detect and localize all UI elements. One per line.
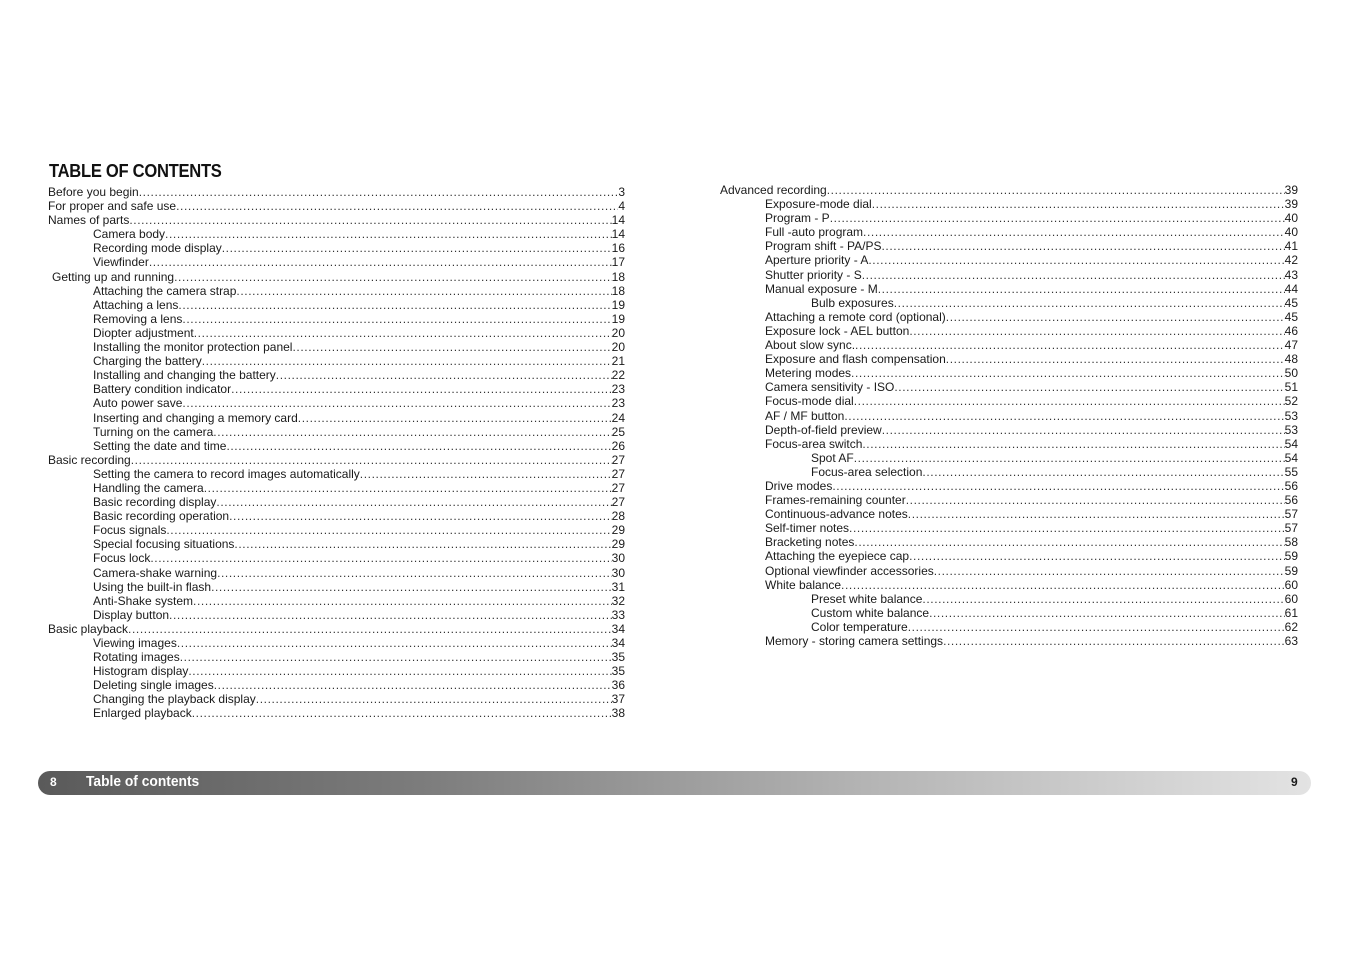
- toc-entry-title: AF / MF button: [765, 408, 845, 423]
- toc-dot-leader: [131, 453, 612, 467]
- toc-entry-title: Shutter priority - S: [765, 267, 862, 282]
- toc-entry-page: 21: [611, 354, 625, 369]
- toc-entry-page: 43: [1284, 267, 1298, 282]
- toc-entry[interactable]: [720, 507, 1298, 521]
- toc-dot-leader: [908, 507, 1285, 521]
- toc-entry-page: 31: [611, 579, 625, 594]
- toc-entry-title: Program shift - PA/PS: [765, 239, 882, 254]
- toc-dot-leader: [946, 310, 1285, 324]
- toc-dot-leader: [360, 467, 612, 481]
- toc-entry-title: Exposure-mode dial: [765, 197, 872, 212]
- toc-dot-leader: [226, 439, 611, 453]
- toc-entry-page: 62: [1284, 619, 1298, 634]
- toc-entry-title: For proper and safe use: [48, 199, 177, 214]
- toc-entry[interactable]: [48, 509, 625, 523]
- toc-entry-page: 44: [1284, 281, 1298, 296]
- toc-entry-title: Deleting single images: [93, 678, 214, 693]
- toc-dot-leader: [193, 594, 612, 608]
- toc-entry[interactable]: [720, 535, 1298, 549]
- toc-entry-page: 27: [611, 480, 625, 495]
- toc-entry-title: Inserting and changing a memory card: [93, 410, 298, 425]
- toc-entry-page: 57: [1284, 521, 1298, 536]
- toc-entry-title: Drive modes: [765, 478, 833, 493]
- toc-entry-page: 32: [611, 593, 625, 608]
- toc-dot-leader: [150, 551, 611, 565]
- toc-entry[interactable]: [48, 495, 625, 509]
- toc-dot-leader: [165, 227, 612, 241]
- toc-entry[interactable]: [720, 352, 1298, 366]
- toc-entry-title: About slow sync.: [765, 338, 856, 353]
- toc-entry[interactable]: [720, 606, 1298, 620]
- toc-entry[interactable]: [48, 439, 625, 453]
- toc-entry-title: Using the built-in flash: [93, 579, 212, 594]
- toc-dot-leader: [922, 592, 1284, 606]
- toc-entry-page: 4: [618, 199, 625, 214]
- toc-entry-page: 29: [611, 537, 625, 552]
- toc-entry-page: 25: [611, 424, 625, 439]
- toc-entry[interactable]: [48, 326, 625, 340]
- toc-entry-title: Handling the camera: [93, 480, 204, 495]
- toc-dot-leader: [229, 509, 612, 523]
- toc-entry[interactable]: [720, 521, 1298, 535]
- toc-entry-title: Recording mode display: [93, 241, 222, 256]
- toc-entry-title: Setting the date and time: [93, 438, 227, 453]
- toc-entry-title: Program - P: [765, 211, 830, 226]
- toc-entry-page: 26: [611, 438, 625, 453]
- toc-entry-title: Special focusing situations: [93, 537, 235, 552]
- toc-dot-leader: [943, 634, 1285, 648]
- toc-entry-page: 30: [611, 565, 625, 580]
- toc-entry[interactable]: [720, 366, 1298, 380]
- toc-entry-page: 39: [1284, 183, 1298, 197]
- toc-entry-page: 34: [611, 621, 625, 636]
- toc-entry-page: 30: [611, 551, 625, 566]
- toc-entry-title: Advanced recording: [720, 183, 827, 197]
- toc-entry[interactable]: [48, 692, 625, 706]
- toc-entry[interactable]: [720, 253, 1298, 267]
- toc-dot-leader: [868, 253, 1284, 267]
- toc-entry-page: 34: [611, 636, 625, 650]
- toc-dot-leader: [169, 608, 612, 622]
- toc-left-column: [48, 185, 625, 721]
- toc-entry-title: Continuous-advance notes: [765, 507, 908, 522]
- toc-entry-page: 3: [618, 185, 625, 199]
- toc-entry-page: 24: [611, 410, 625, 425]
- toc-dot-leader: [182, 396, 611, 410]
- toc-entry[interactable]: [720, 225, 1298, 239]
- toc-entry[interactable]: [48, 622, 625, 636]
- toc-entry[interactable]: [720, 409, 1298, 423]
- toc-entry[interactable]: [48, 354, 625, 368]
- toc-entry[interactable]: [48, 312, 625, 326]
- toc-entry[interactable]: [48, 382, 625, 396]
- toc-entry[interactable]: [720, 493, 1298, 507]
- toc-dot-leader: [214, 678, 612, 692]
- toc-entry-title: Focus-mode dial: [765, 394, 854, 409]
- toc-dot-leader: [234, 537, 611, 551]
- toc-entry-title: Exposure lock - AEL button: [765, 323, 910, 338]
- toc-entry[interactable]: [48, 636, 625, 650]
- toc-dot-leader: [851, 366, 1285, 380]
- toc-dot-leader: [149, 255, 612, 269]
- toc-entry[interactable]: [48, 706, 625, 720]
- toc-dot-leader: [854, 394, 1285, 408]
- toc-dot-leader: [863, 225, 1285, 239]
- toc-entry-title: Attaching a lens: [93, 297, 179, 312]
- toc-entry-title: Attaching the camera strap: [93, 283, 237, 298]
- toc-dot-leader: [909, 324, 1284, 338]
- toc-entry[interactable]: [48, 227, 625, 241]
- toc-dot-leader: [204, 481, 612, 495]
- toc-entry-title: Bracketing notes: [765, 535, 855, 550]
- toc-entry-title: Full -auto program: [765, 225, 864, 240]
- toc-entry-page: 60: [1284, 591, 1298, 606]
- toc-entry-page: 53: [1284, 408, 1298, 423]
- toc-dot-leader: [129, 213, 611, 227]
- toc-entry-title: Focus-area switch: [765, 436, 863, 451]
- toc-entry-title: Basic recording display: [93, 495, 217, 510]
- toc-dot-leader: [174, 270, 612, 284]
- toc-entry-title: Basic recording operation: [93, 509, 230, 524]
- right-page-number: 9: [1291, 775, 1298, 789]
- toc-entry[interactable]: [720, 479, 1298, 493]
- toc-entry[interactable]: [48, 523, 625, 537]
- toc-entry-page: 38: [611, 706, 625, 721]
- toc-entry-page: 14: [611, 227, 625, 242]
- toc-entry-page: 57: [1284, 507, 1298, 522]
- toc-entry-title: White balance: [765, 577, 842, 592]
- toc-entry[interactable]: [720, 564, 1298, 578]
- toc-dot-leader: [236, 284, 611, 298]
- toc-entry[interactable]: [48, 396, 625, 410]
- toc-entry-page: 18: [611, 269, 625, 284]
- toc-entry-page: 58: [1284, 535, 1298, 550]
- toc-entry-page: 40: [1284, 211, 1298, 226]
- toc-entry-title: Custom white balance: [811, 605, 930, 620]
- toc-entry-title: Aperture priority - A: [765, 253, 869, 268]
- toc-entry[interactable]: [720, 634, 1298, 648]
- toc-entry-page: 27: [611, 466, 625, 481]
- toc-entry-title: Setting the camera to record images automatically: [93, 466, 360, 481]
- toc-entry[interactable]: [48, 213, 625, 227]
- toc-dot-leader: [841, 578, 1285, 592]
- toc-entry-page: 28: [611, 509, 625, 524]
- toc-entry[interactable]: [720, 592, 1298, 606]
- toc-entry[interactable]: [48, 537, 625, 551]
- toc-dot-leader: [298, 411, 612, 425]
- toc-dot-leader: [929, 606, 1285, 620]
- toc-entry[interactable]: [48, 580, 625, 594]
- toc-entry[interactable]: [48, 255, 625, 269]
- toc-entry-page: 40: [1284, 225, 1298, 240]
- toc-entry-title: Exposure and flash compensation: [765, 352, 946, 367]
- toc-entry-title: Self-timer notes: [765, 521, 850, 536]
- toc-dot-leader: [878, 282, 1285, 296]
- toc-entry-page: 54: [1284, 436, 1298, 451]
- toc-entry-title: Focus signals: [93, 523, 167, 538]
- toc-entry[interactable]: [48, 411, 625, 425]
- toc-entry[interactable]: [720, 620, 1298, 634]
- toc-entry-page: 56: [1284, 478, 1298, 493]
- toc-entry-page: 35: [611, 650, 625, 665]
- toc-entry-page: 22: [611, 368, 625, 383]
- toc-entry-title: Basic playback: [48, 621, 129, 636]
- toc-entry-title: Metering modes: [765, 366, 852, 381]
- toc-entry[interactable]: [48, 594, 625, 608]
- toc-entry[interactable]: [720, 437, 1298, 451]
- toc-dot-leader: [855, 338, 1285, 352]
- toc-entry-title: Auto power save: [93, 396, 183, 411]
- toc-entry-page: 45: [1284, 295, 1298, 310]
- toc-entry-page: 20: [611, 325, 625, 340]
- footer-section-title: Table of contents: [86, 773, 200, 790]
- toc-entry-page: 55: [1284, 464, 1298, 479]
- toc-dot-leader: [906, 493, 1285, 507]
- toc-dot-leader: [844, 409, 1284, 423]
- toc-entry[interactable]: [720, 296, 1298, 310]
- toc-entry-page: 19: [611, 311, 625, 326]
- toc-entry[interactable]: [720, 465, 1298, 479]
- toc-entry[interactable]: [48, 185, 625, 199]
- toc-entry-title: Enlarged playback: [93, 706, 192, 721]
- toc-dot-leader: [276, 368, 612, 382]
- toc-dot-leader: [894, 296, 1285, 310]
- toc-entry-title: Camera sensitivity - ISO: [765, 380, 895, 395]
- toc-entry-page: 52: [1284, 394, 1298, 409]
- toc-entry[interactable]: [720, 451, 1298, 465]
- toc-entry[interactable]: [720, 380, 1298, 394]
- toc-entry-page: 27: [611, 495, 625, 510]
- toc-entry[interactable]: [720, 239, 1298, 253]
- toc-dot-leader: [922, 465, 1284, 479]
- toc-dot-leader: [862, 437, 1284, 451]
- toc-entry[interactable]: [48, 298, 625, 312]
- toc-entry-page: 20: [611, 340, 625, 355]
- toc-entry[interactable]: [720, 549, 1298, 563]
- toc-dot-leader: [139, 185, 619, 199]
- toc-entry-title: Memory - storing camera settings: [765, 634, 944, 648]
- toc-dot-leader: [832, 479, 1284, 493]
- toc-dot-leader: [166, 523, 611, 537]
- toc-entry-title: Histogram display: [93, 664, 189, 679]
- toc-entry-page: 48: [1284, 352, 1298, 367]
- toc-entry-page: 17: [611, 255, 625, 270]
- toc-dot-leader: [830, 211, 1285, 225]
- toc-dot-leader: [192, 706, 612, 720]
- toc-entry-title: Depth-of-field preview: [765, 422, 882, 437]
- toc-entry-title: Installing and changing the battery: [93, 368, 276, 383]
- toc-entry-title: Viewfinder: [93, 255, 149, 270]
- toc-entry[interactable]: [48, 241, 625, 255]
- toc-entry-title: Color temperature: [811, 619, 908, 634]
- toc-dot-leader: [182, 312, 611, 326]
- toc-dot-leader: [177, 636, 612, 650]
- toc-entry-title: Attaching a remote cord (optional): [765, 309, 946, 324]
- toc-entry[interactable]: [48, 199, 625, 213]
- toc-dot-leader: [946, 352, 1285, 366]
- toc-entry-title: Spot AF: [811, 450, 854, 465]
- toc-entry-title: Before you begin: [48, 185, 139, 199]
- toc-dot-leader: [934, 564, 1285, 578]
- toc-dot-leader: [849, 521, 1285, 535]
- toc-entry[interactable]: [720, 578, 1298, 592]
- toc-entry-page: 33: [611, 607, 625, 622]
- toc-entry-page: 23: [611, 396, 625, 411]
- toc-entry-page: 63: [1284, 634, 1298, 648]
- toc-entry-title: Removing a lens: [93, 311, 183, 326]
- toc-dot-leader: [854, 451, 1285, 465]
- toc-entry-page: 39: [1284, 197, 1298, 212]
- toc-dot-leader: [909, 549, 1285, 563]
- toc-entry[interactable]: [48, 551, 625, 565]
- toc-entry-page: 18: [611, 283, 625, 298]
- toc-entry-title: Changing the playback display: [93, 692, 256, 707]
- toc-entry-page: 23: [611, 382, 625, 397]
- toc-entry-title: Names of parts: [48, 213, 130, 228]
- toc-entry-page: 61: [1284, 605, 1298, 620]
- toc-dot-leader: [854, 535, 1284, 549]
- toc-right-column: [720, 183, 1298, 648]
- toc-entry[interactable]: [48, 678, 625, 692]
- toc-dot-leader: [872, 197, 1285, 211]
- toc-entry-page: 14: [611, 213, 625, 228]
- toc-entry[interactable]: [48, 481, 625, 495]
- toc-entry-page: 35: [611, 664, 625, 679]
- toc-entry[interactable]: [48, 566, 625, 580]
- toc-dot-leader: [292, 340, 611, 354]
- toc-dot-leader: [202, 354, 612, 368]
- toc-dot-leader: [216, 495, 611, 509]
- toc-entry-page: 54: [1284, 450, 1298, 465]
- toc-entry-title: Installing the monitor protection panel: [93, 340, 293, 355]
- toc-entry-title: Anti-Shake system: [93, 593, 194, 608]
- toc-entry-title: Camera-shake warning: [93, 565, 218, 580]
- toc-dot-leader: [188, 664, 611, 678]
- toc-dot-leader: [180, 650, 612, 664]
- toc-dot-leader: [217, 566, 612, 580]
- toc-entry[interactable]: [720, 394, 1298, 408]
- toc-dot-leader: [231, 382, 612, 396]
- toc-entry-title: Camera body: [93, 227, 166, 242]
- toc-entry-page: 42: [1284, 253, 1298, 268]
- toc-entry-page: 51: [1284, 380, 1298, 395]
- toc-dot-leader: [882, 423, 1285, 437]
- toc-entry-page: 16: [611, 241, 625, 256]
- toc-entry[interactable]: [48, 650, 625, 664]
- toc-entry[interactable]: [720, 211, 1298, 225]
- toc-entry-page: 37: [611, 692, 625, 707]
- toc-entry-title: Attaching the eyepiece cap: [765, 549, 910, 564]
- footer-bar: [38, 771, 1311, 795]
- toc-entry-title: Turning on the camera: [93, 424, 214, 439]
- toc-entry-title: Optional viewfinder accessories: [765, 563, 934, 578]
- toc-entry-title: Diopter adjustment: [93, 325, 194, 340]
- toc-dot-leader: [194, 326, 612, 340]
- toc-entry-title: Manual exposure - M: [765, 281, 878, 296]
- toc-entry-title: Focus-area selection: [811, 464, 923, 479]
- toc-dot-leader: [862, 268, 1285, 282]
- toc-entry-title: Display button: [93, 607, 170, 622]
- toc-entry-page: 50: [1284, 366, 1298, 381]
- toc-entry-page: 29: [611, 523, 625, 538]
- toc-entry[interactable]: [48, 284, 625, 298]
- toc-entry[interactable]: [48, 467, 625, 481]
- toc-dot-leader: [213, 425, 611, 439]
- left-page-number: 8: [50, 775, 57, 789]
- toc-entry[interactable]: [720, 423, 1298, 437]
- toc-entry[interactable]: [720, 282, 1298, 296]
- toc-entry-page: 45: [1284, 309, 1298, 324]
- toc-entry[interactable]: [720, 324, 1298, 338]
- toc-entry-page: 53: [1284, 422, 1298, 437]
- toc-entry-page: 60: [1284, 577, 1298, 592]
- toc-entry[interactable]: [48, 270, 625, 284]
- toc-entry-title: Getting up and running: [52, 269, 175, 284]
- toc-entry-title: Focus lock: [93, 551, 151, 566]
- toc-entry-title: Battery condition indicator: [93, 382, 232, 397]
- toc-entry[interactable]: [48, 425, 625, 439]
- toc-entry[interactable]: [720, 197, 1298, 211]
- toc-entry-title: Preset white balance: [811, 591, 923, 606]
- toc-dot-leader: [128, 622, 612, 636]
- toc-entry[interactable]: [720, 310, 1298, 324]
- toc-entry-title: Basic recording: [48, 452, 131, 467]
- toc-entry-page: 19: [611, 297, 625, 312]
- toc-entry-title: Viewing images: [93, 636, 177, 650]
- toc-dot-leader: [256, 692, 612, 706]
- page-title: TABLE OF CONTENTS: [49, 161, 222, 181]
- toc-entry-title: Frames-remaining counter: [765, 493, 906, 508]
- toc-entry-title: Rotating images: [93, 650, 180, 665]
- toc-entry-page: 59: [1284, 549, 1298, 564]
- toc-dot-leader: [881, 239, 1284, 253]
- toc-dot-leader: [176, 199, 618, 213]
- toc-entry[interactable]: [48, 664, 625, 678]
- toc-entry-page: 47: [1284, 338, 1298, 353]
- toc-dot-leader: [178, 298, 611, 312]
- toc-entry[interactable]: [48, 608, 625, 622]
- toc-entry[interactable]: [48, 368, 625, 382]
- toc-entry[interactable]: [720, 268, 1298, 282]
- toc-entry-title: Bulb exposures: [811, 295, 894, 310]
- toc-entry-page: 36: [611, 678, 625, 693]
- toc-dot-leader: [211, 580, 612, 594]
- toc-entry-page: 59: [1284, 563, 1298, 578]
- toc-dot-leader: [827, 183, 1285, 197]
- toc-entry-page: 46: [1284, 323, 1298, 338]
- toc-dot-leader: [222, 241, 612, 255]
- toc-entry[interactable]: [48, 340, 625, 354]
- toc-dot-leader: [908, 620, 1285, 634]
- toc-entry-page: 56: [1284, 493, 1298, 508]
- toc-entry-page: 41: [1284, 239, 1298, 254]
- toc-entry[interactable]: [720, 338, 1298, 352]
- toc-dot-leader: [894, 380, 1284, 394]
- toc-entry-title: Charging the battery: [93, 354, 202, 369]
- toc-entry-page: 27: [611, 452, 625, 467]
- toc-entry[interactable]: [720, 183, 1298, 197]
- toc-entry[interactable]: [48, 453, 625, 467]
